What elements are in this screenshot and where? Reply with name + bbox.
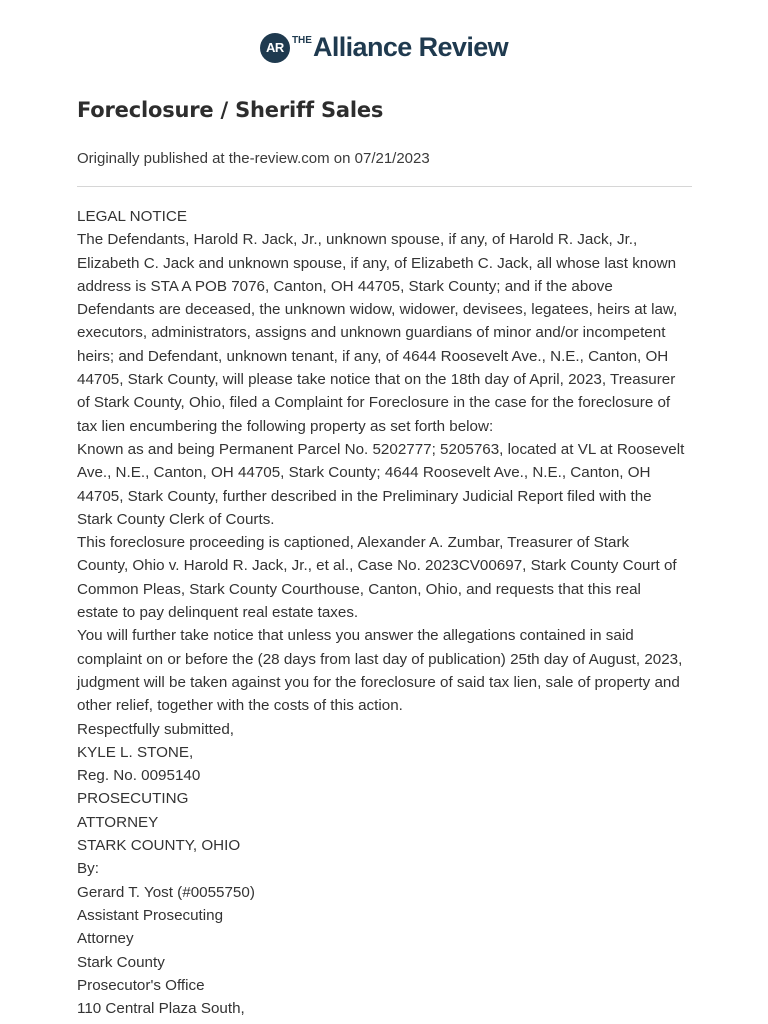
masthead-logo[interactable] [0, 32, 768, 63]
notice-line: 44705, Stark County, will please take notice that on the 18th day of April, 2023, Treasurer [77, 371, 676, 389]
notice-line: By: [77, 860, 99, 878]
notice-line: STARK COUNTY, OHIO [77, 837, 241, 855]
legal-notice-body [77, 205, 697, 1020]
notice-line: Stark County [77, 953, 165, 971]
notice-line: of Stark County, Ohio, filed a Complaint for Foreclosure in the case for the foreclosure of [77, 394, 671, 412]
notice-line: address is STA A POB 7076, Canton, OH 44705, Stark County; and if the above [77, 277, 613, 295]
notice-line: You will further take notice that unless you answer the allegations contained in said [77, 627, 634, 645]
notice-line: 44705, Stark County, further described in the Preliminary Judicial Report filed with the [77, 487, 652, 505]
logo-badge-icon: AR [260, 33, 290, 63]
notice-line: complaint on or before the (28 days from last day of publication) 25th day of August, 2023, [77, 650, 683, 668]
notice-line: Gerard T. Yost (#0055750) [77, 883, 255, 901]
notice-line: LEGAL NOTICE [77, 208, 187, 225]
publication-name: Alliance Review [312, 32, 509, 62]
notice-line: County, Ohio v. Harold R. Jack, Jr., et al., Case No. 2023CV00697, Stark County Court of [77, 557, 677, 575]
notice-line: Elizabeth C. Jack and unknown spouse, if any, of Elizabeth C. Jack, all whose last known [77, 254, 677, 272]
notice-line: tax lien encumbering the following property as set forth below: [77, 417, 494, 435]
notice-line: Common Pleas, Stark County Courthouse, Canton, Ohio, and requests that this real [77, 580, 641, 598]
notice-line: judgment will be taken against you for the foreclosure of said tax lien, sale of property and [77, 673, 680, 691]
notice-line: Prosecutor's Office [77, 976, 205, 994]
notice-line: estate to pay delinquent real estate taxes. [77, 604, 359, 622]
notice-line: Ave., N.E., Canton, OH 44705, Stark County; 4644 Roosevelt Ave., N.E., Canton, OH [77, 464, 651, 482]
notice-line: Attorney [77, 930, 134, 948]
divider [77, 186, 692, 187]
notice-line: executors, administrators, assigns and unknown guardians of minor and/or incompetent [77, 324, 666, 342]
notice-line: ATTORNEY [77, 813, 159, 831]
notice-line: The Defendants, Harold R. Jack, Jr., unknown spouse, if any, of Harold R. Jack, Jr., [77, 231, 638, 249]
logo-the-text: THE [291, 35, 312, 46]
notice-line: Reg. No. 0095140 [77, 767, 201, 785]
page-title: Foreclosure / Sheriff Sales [77, 98, 384, 122]
notice-line: PROSECUTING [77, 790, 189, 808]
notice-line: 110 Central Plaza South, [77, 1000, 245, 1018]
notice-line: other relief, together with the costs of this action. [77, 697, 403, 715]
notice-line: Known as and being Permanent Parcel No. 5202777; 5205763, located at VL at Roosevelt [77, 440, 685, 458]
notice-line: Respectfully submitted, [77, 720, 235, 738]
published-line: Originally published at the-review.com on 07/21/2023 [77, 150, 430, 167]
notice-line: heirs; and Defendant, unknown tenant, if any, of 4644 Roosevelt Ave., N.E., Canton, OH [77, 347, 669, 365]
notice-line: KYLE L. STONE, [77, 743, 194, 761]
notice-line: Stark County Clerk of Courts. [77, 510, 275, 528]
notice-line: Assistant Prosecuting [77, 906, 224, 924]
notice-line: Defendants are deceased, the unknown widow, widower, devisees, legatees, heirs at law, [77, 301, 678, 319]
notice-line: This foreclosure proceeding is captioned, Alexander A. Zumbar, Treasurer of Stark [77, 534, 630, 552]
